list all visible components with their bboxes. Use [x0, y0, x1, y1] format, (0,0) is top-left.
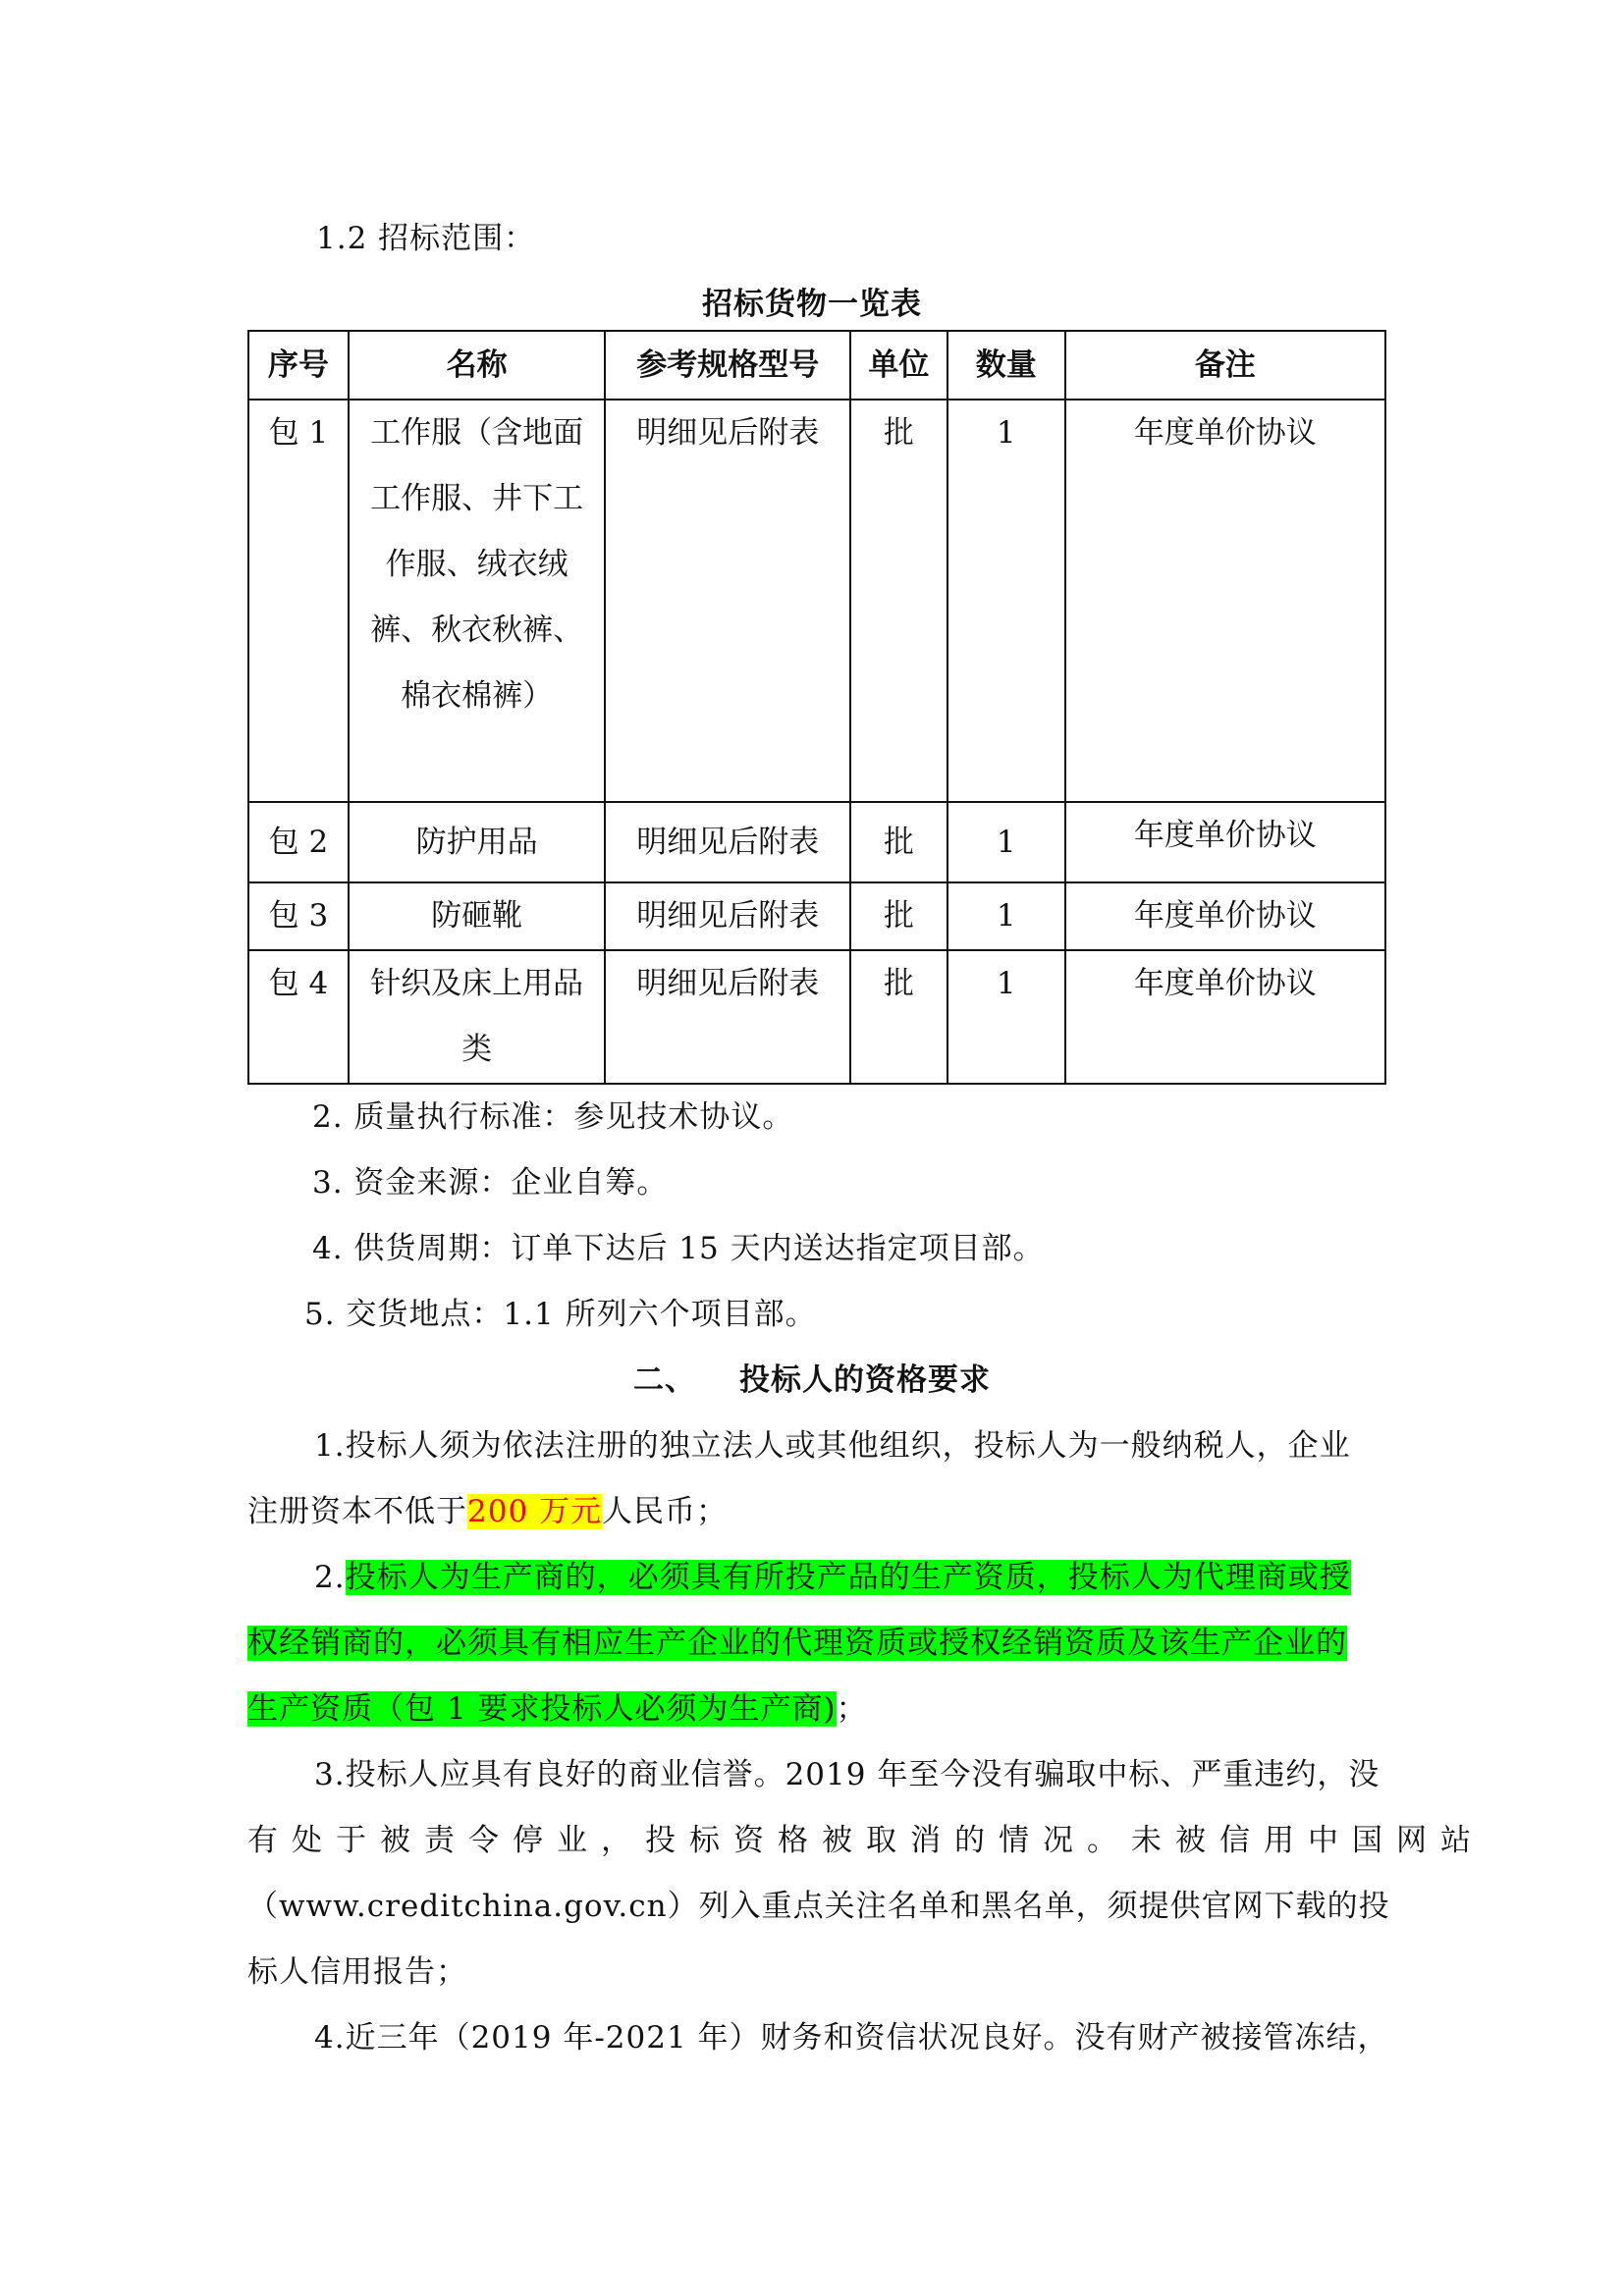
req2-line1-highlight: 投标人为生产商的，必须具有所投产品的生产资质，投标人为代理商或授	[345, 1560, 1351, 1595]
cell-note: 年度单价协议	[1065, 950, 1385, 1084]
section-2-heading	[633, 1348, 991, 1413]
cell-name: 防砸靴	[349, 882, 606, 950]
cell-note: 年度单价协议	[1065, 802, 1385, 882]
cell-unit: 批	[850, 882, 947, 950]
item-quality-standard: 2. 质量执行标准：参见技术协议。	[312, 1099, 794, 1135]
cell-spec: 明细见后附表	[605, 802, 850, 882]
cell-name: 针织及床上用品类	[349, 950, 606, 1084]
req2-prefix: 2.	[314, 1560, 346, 1595]
cell-unit: 批	[850, 400, 947, 802]
req1-line2-post: 人民币；	[602, 1494, 729, 1529]
req3-line2	[247, 1808, 1485, 1873]
cell-no: 包 4	[248, 950, 349, 1084]
cell-qty: 1	[947, 400, 1065, 802]
req2-line1	[314, 1545, 1351, 1610]
req4-line1: 4.近三年（2019 年-2021 年）财务和资信状况良好。没有财产被接管冻结，	[314, 2020, 1389, 2056]
item-fund-source: 3. 资金来源：企业自筹。	[312, 1165, 669, 1201]
item-supply-period: 4. 供货周期：订单下达后 15 天内送达指定项目部。	[312, 1231, 1045, 1266]
cell-unit: 批	[850, 950, 947, 1084]
req2-line3-end: ；	[836, 1691, 868, 1727]
cell-spec: 明细见后附表	[605, 882, 850, 950]
req2-line3-highlight: 生产资质（包 1 要求投标人必须为生产商)	[247, 1691, 837, 1727]
col-header-unit: 单位	[850, 331, 947, 400]
req2-line3	[247, 1677, 868, 1741]
table-title: 招标货物一览表	[702, 287, 922, 322]
section-2-number: 二、	[633, 1362, 696, 1398]
cell-spec: 明细见后附表	[605, 950, 850, 1084]
col-header-name: 名称	[349, 331, 606, 400]
col-header-note: 备注	[1065, 331, 1385, 400]
cell-note: 年度单价协议	[1065, 882, 1385, 950]
cell-name: 防护用品	[349, 802, 606, 882]
section-2-title: 投标人的资格要求	[739, 1362, 991, 1398]
req3-line4: 标人信用报告；	[247, 1954, 467, 1990]
cell-spec: 明细见后附表	[605, 400, 850, 802]
table-row	[248, 950, 1385, 1084]
req1-line1: 1.投标人须为依法注册的独立法人或其他组织，投标人为一般纳税人，企业	[314, 1428, 1351, 1464]
cell-qty: 1	[947, 950, 1065, 1084]
section-1-2-heading: 1.2 招标范围：	[316, 221, 536, 256]
col-header-qty: 数量	[947, 331, 1065, 400]
goods-table	[247, 330, 1386, 1085]
item-delivery-location: 5. 交货地点：1.1 所列六个项目部。	[304, 1297, 817, 1332]
req2-line2	[247, 1611, 1347, 1676]
table-row	[248, 400, 1385, 802]
cell-qty: 1	[947, 802, 1065, 882]
cell-qty: 1	[947, 882, 1065, 950]
cell-no: 包 1	[248, 400, 349, 802]
req1-line2-pre: 注册资本不低于	[247, 1494, 467, 1529]
table-header-row	[248, 331, 1385, 400]
cell-no: 包 2	[248, 802, 349, 882]
req3-line3: （www.creditchina.gov.cn）列入重点关注名单和黑名单，须提供官网下载的投	[247, 1889, 1390, 1924]
cell-note: 年度单价协议	[1065, 400, 1385, 802]
table-row	[248, 882, 1385, 950]
col-header-no: 序号	[248, 331, 349, 400]
req3-line2-text: 有处于被责令停业，投标资格被取消的情况。未被信用中国网站	[247, 1823, 1485, 1858]
registered-capital-highlight: 200 万元	[467, 1494, 603, 1529]
table-row	[248, 802, 1385, 882]
req3-line1: 3.投标人应具有良好的商业信誉。2019 年至今没有骗取中标、严重违约，没	[314, 1757, 1380, 1792]
req2-line2-highlight: 权经销商的，必须具有相应生产企业的代理资质或授权经销资质及该生产企业的	[247, 1626, 1347, 1661]
col-header-spec: 参考规格型号	[605, 331, 850, 400]
req1-line2	[247, 1479, 728, 1544]
cell-no: 包 3	[248, 882, 349, 950]
cell-unit: 批	[850, 802, 947, 882]
cell-name: 工作服（含地面工作服、井下工作服、绒衣绒裤、秋衣秋裤、棉衣棉裤）	[349, 400, 606, 802]
